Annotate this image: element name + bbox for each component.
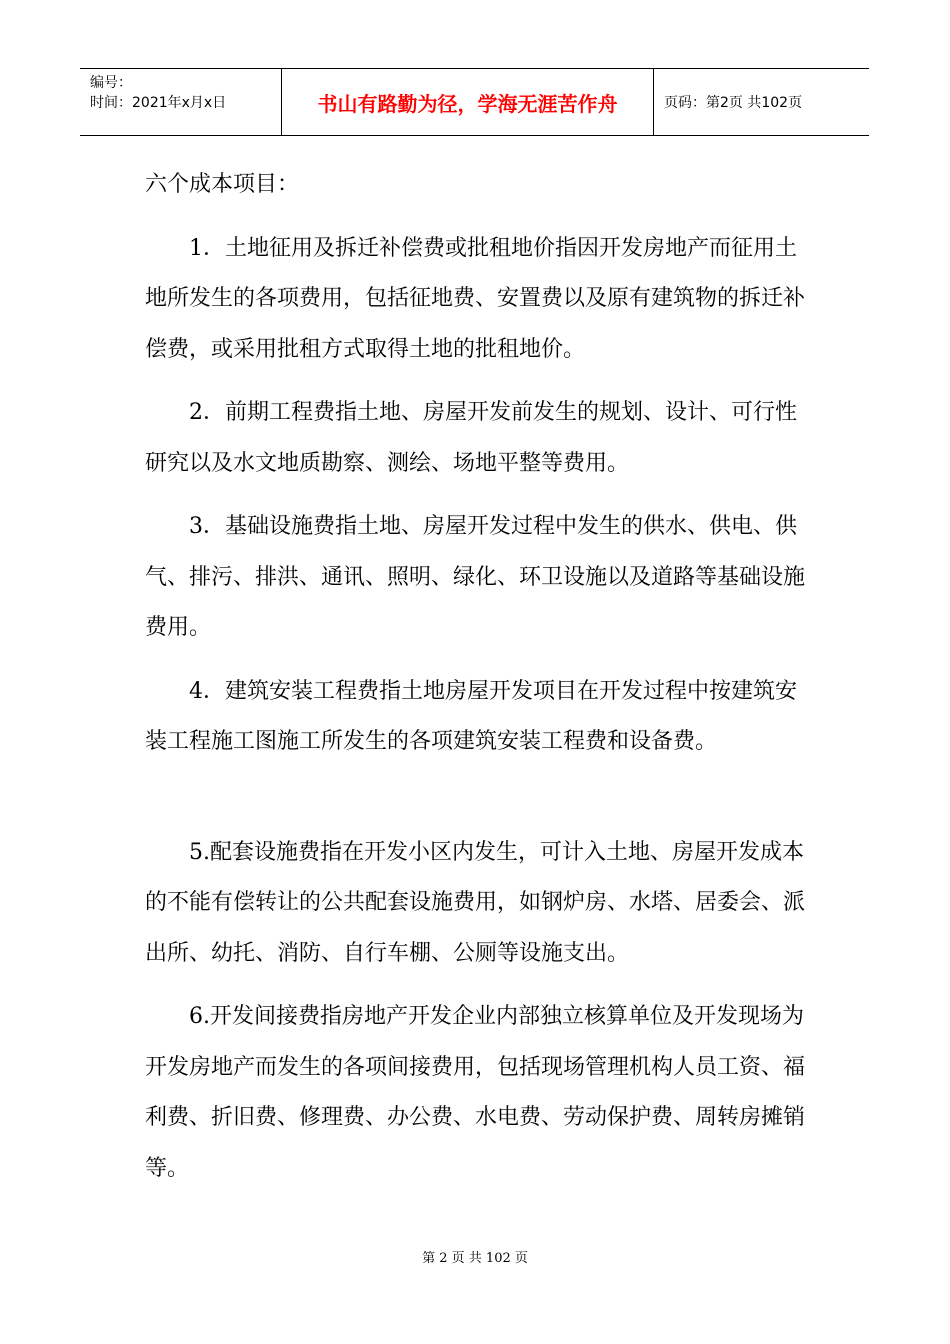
document-number-label: 编号：	[90, 75, 132, 91]
item-paragraph-3: 3．基础设施费指土地、房屋开发过程中发生的供水、供电、供气、排污、排洪、通讯、照明、绿化、环卫设施以及道路等基础设施费用。	[145, 514, 806, 640]
header-left-cell	[80, 69, 282, 135]
intro-paragraph: 六个成本项目：	[145, 172, 300, 197]
document-time-label: 时间：2021年x月x日	[90, 95, 227, 111]
item-paragraph-1: 1．土地征用及拆迁补偿费或批租地价指因开发房地产而征用土地所发生的各项费用，包括征地费、安置费以及原有建筑物的拆迁补偿费，或采用批租方式取得土地的批租地价。	[145, 235, 806, 362]
item-paragraph-6: 6.开发间接费指房地产开发企业内部独立核算单位及开发现场为开发房地产而发生的各项间接费用，包括现场管理机构人员工资、福利费、折旧费、修理费、办公费、水电费、劳动保护费、周转房摊销等。	[145, 1004, 806, 1181]
item-paragraph-4: 4．建筑安装工程费指土地房屋开发项目在开发过程中按建筑安装工程施工图施工所发生的各项建筑安装工程费和设备费。	[145, 678, 797, 754]
item-paragraph-5: 5.配套设施费指在开发小区内发生，可计入土地、房屋开发成本的不能有偿转让的公共配套设施费用，如钢炉房、水塔、居委会、派出所、幼托、消防、自行车棚、公厕等设施支出。	[145, 839, 806, 966]
page-footer: 第 2 页 共 102 页	[422, 1251, 528, 1266]
header-page-info: 页码：第2页 共102页	[664, 95, 803, 111]
header-table	[80, 68, 869, 136]
header-motto: 书山有路勤为径，学海无涯苦作舟	[282, 69, 654, 135]
item-paragraph-2: 2．前期工程费指土地、房屋开发前发生的规划、设计、可行性研究以及水文地质勘察、测绘、场地平整等费用。	[145, 400, 797, 476]
document-body	[145, 160, 817, 1207]
